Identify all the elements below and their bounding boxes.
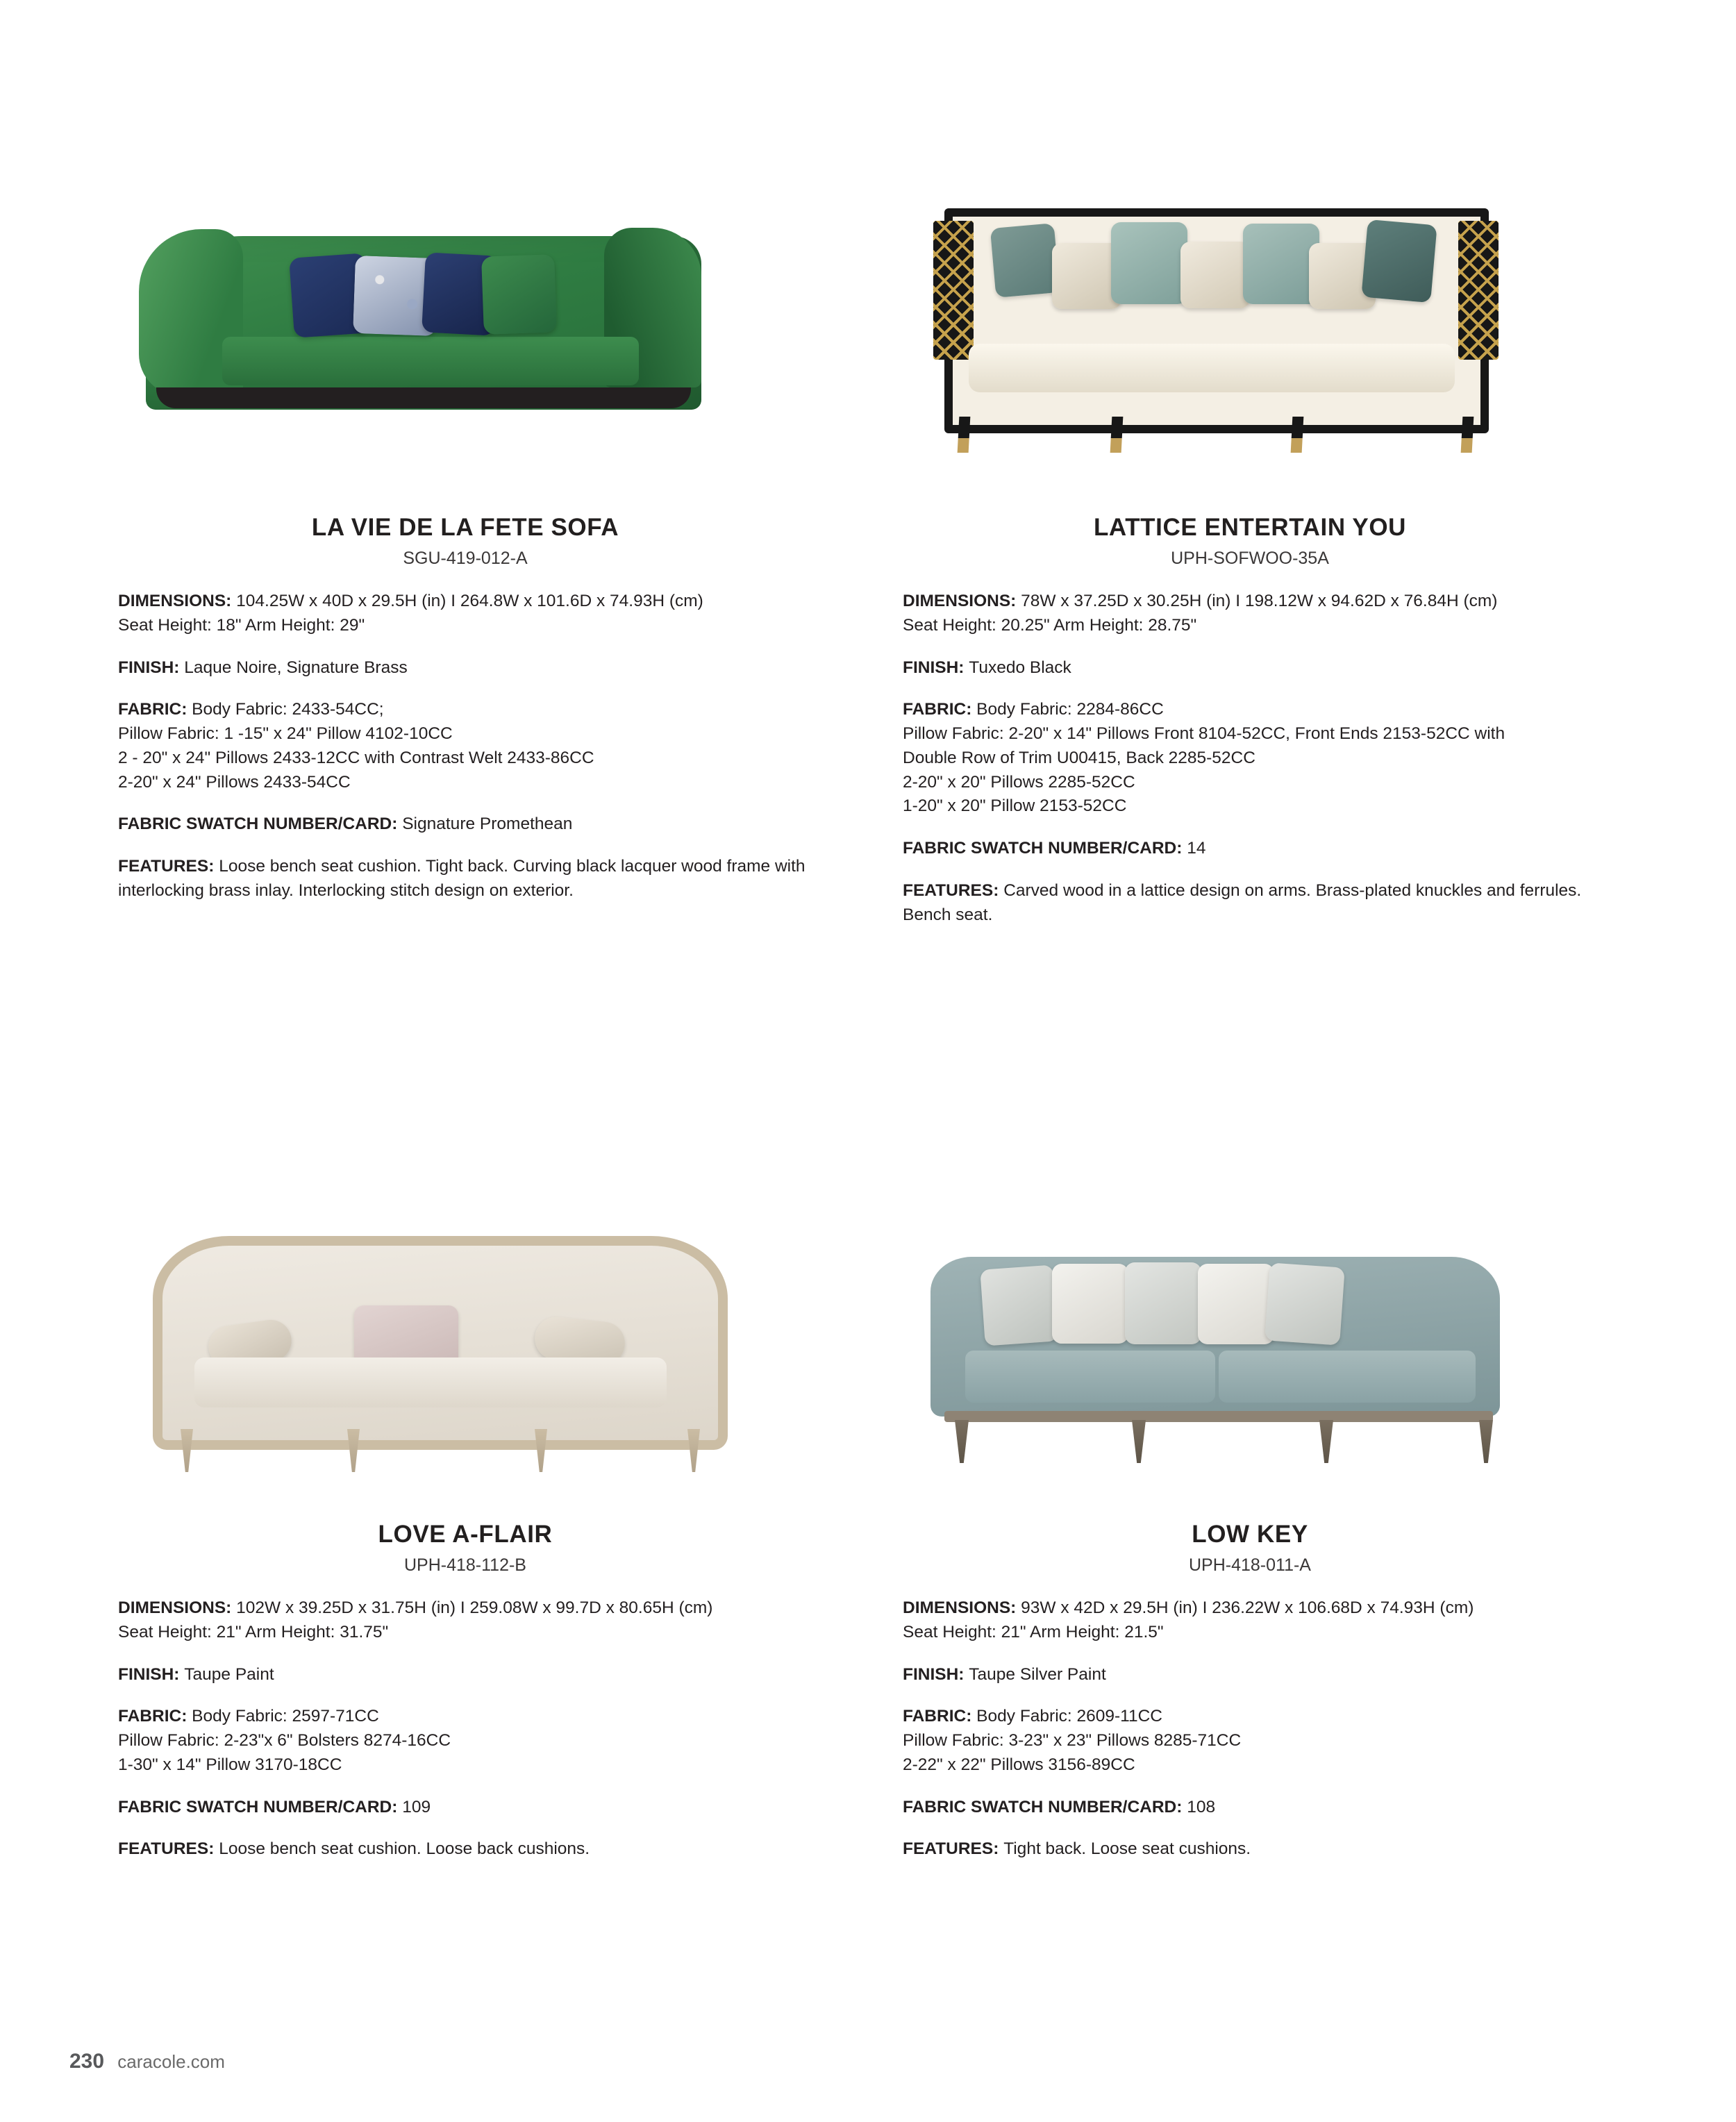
fabric-label: FABRIC:	[903, 700, 977, 719]
fabric-spec	[118, 1705, 812, 1777]
product-image-low-key	[903, 1208, 1597, 1521]
fabric-line: 1-30" x 14" Pillow 3170-18CC	[118, 1755, 342, 1774]
page-title: LOW KEY	[1192, 1521, 1308, 1548]
product-card-love-a-flair	[118, 1208, 812, 1862]
swatch-label: FABRIC SWATCH NUMBER/CARD:	[903, 839, 1187, 858]
page-title: LATTICE ENTERTAIN YOU	[1093, 514, 1407, 541]
seat-arm-height-value: Seat Height: 21" Arm Height: 21.5"	[903, 1622, 1164, 1641]
fabric-line: Body Fabric: 2597-71CC	[192, 1707, 379, 1726]
dimensions-value: 78W x 37.25D x 30.25H (in) I 198.12W x 94.62D x 76.84H (cm)	[1021, 592, 1498, 610]
features-label: FEATURES:	[903, 881, 1004, 901]
swatch-value: 109	[402, 1797, 431, 1816]
features-label: FEATURES:	[903, 1839, 1004, 1859]
fabric-spec	[903, 698, 1597, 819]
product-sku: UPH-418-011-A	[1188, 1555, 1311, 1575]
features-value: Loose bench seat cushion. Tight back. Curving black lacquer wood frame with interlocking brass inlay. Interlocking stitch design on exterior.	[118, 857, 806, 901]
dimensions-value: 104.25W x 40D x 29.5H (in) I 264.8W x 101.6D x 74.93H (cm)	[236, 592, 703, 610]
product-sku: UPH-418-112-B	[403, 1555, 526, 1575]
product-card-low-key	[903, 1208, 1597, 1862]
seat-arm-height-value: Seat Height: 18" Arm Height: 29"	[118, 615, 365, 635]
product-image-lattice-entertain-you	[903, 187, 1597, 514]
fabric-line: Pillow Fabric: 1 -15" x 24" Pillow 4102-10CC	[118, 724, 453, 744]
fabric-line: 2-20" x 20" Pillows 2285-52CC	[903, 772, 1135, 792]
finish-spec	[118, 656, 812, 680]
product-sku: SGU-419-012-A	[403, 549, 528, 568]
finish-label: FINISH:	[903, 1664, 969, 1684]
swatch-spec	[903, 1796, 1597, 1820]
product-image-love-a-flair	[118, 1208, 812, 1521]
dimensions-label: DIMENSIONS:	[118, 592, 237, 610]
fabric-line: Body Fabric: 2284-86CC	[976, 700, 1164, 719]
dimensions-value: 102W x 39.25D x 31.75H (in) I 259.08W x 99.7D x 80.65H (cm)	[236, 1598, 713, 1617]
fabric-label: FABRIC:	[903, 1707, 977, 1726]
fabric-line: 1-20" x 20" Pillow 2153-52CC	[903, 796, 1127, 816]
product-sku: UPH-SOFWOO-35A	[1171, 549, 1329, 568]
finish-value: Laque Noire, Signature Brass	[184, 658, 408, 677]
finish-spec	[903, 656, 1597, 680]
swatch-label: FABRIC SWATCH NUMBER/CARD:	[903, 1797, 1187, 1816]
seat-arm-height-value: Seat Height: 20.25" Arm Height: 28.75"	[903, 615, 1197, 635]
product-card-la-vie-de-la-fete-sofa	[118, 187, 812, 903]
dimensions-label: DIMENSIONS:	[118, 1598, 237, 1617]
fabric-line: 2-20" x 24" Pillows 2433-54CC	[118, 772, 351, 792]
dimensions-spec	[903, 590, 1597, 638]
site-url: caracole.com	[117, 2051, 225, 2072]
fabric-line: Pillow Fabric: 2-23"x 6" Bolsters 8274-16CC	[118, 1731, 451, 1751]
features-value: Loose bench seat cushion. Loose back cushions.	[219, 1839, 590, 1859]
fabric-line: Body Fabric: 2433-54CC;	[192, 700, 384, 719]
fabric-spec	[118, 698, 812, 794]
fabric-line: 2 - 20" x 24" Pillows 2433-12CC with Contrast Welt 2433-86CC	[118, 748, 594, 767]
finish-value: Taupe Silver Paint	[969, 1664, 1106, 1684]
features-value: Tight back. Loose seat cushions.	[1003, 1839, 1251, 1859]
features-spec	[903, 879, 1597, 928]
finish-value: Tuxedo Black	[969, 658, 1071, 677]
love-a-flair-sofa-illustration	[118, 1208, 812, 1521]
features-label: FEATURES:	[118, 857, 219, 876]
lattice-sofa-illustration	[903, 187, 1597, 514]
page-title: LA VIE DE LA FETE SOFA	[311, 514, 619, 541]
dimensions-label: DIMENSIONS:	[903, 592, 1021, 610]
dimensions-spec	[903, 1596, 1597, 1645]
finish-value: Taupe Paint	[184, 1664, 274, 1684]
green-velvet-sofa-illustration	[118, 187, 812, 514]
swatch-value: 14	[1187, 839, 1206, 858]
features-spec	[118, 855, 812, 903]
finish-label: FINISH:	[903, 658, 969, 677]
finish-spec	[118, 1663, 812, 1687]
fabric-line: Pillow Fabric: 2-20" x 14" Pillows Front 8104-52CC, Front Ends 2153-52CC with	[903, 724, 1505, 744]
dimensions-spec	[118, 590, 812, 638]
dimensions-label: DIMENSIONS:	[903, 1598, 1021, 1617]
fabric-line: 2-22" x 22" Pillows 3156-89CC	[903, 1755, 1135, 1774]
fabric-label: FABRIC:	[118, 700, 192, 719]
swatch-value: Signature Promethean	[402, 814, 573, 834]
features-spec	[903, 1837, 1597, 1862]
swatch-label: FABRIC SWATCH NUMBER/CARD:	[118, 1797, 403, 1816]
features-spec	[118, 1837, 812, 1862]
fabric-line: Double Row of Trim U00415, Back 2285-52CC	[903, 748, 1255, 767]
page-footer	[69, 2050, 225, 2073]
swatch-spec	[903, 837, 1597, 861]
swatch-spec	[118, 812, 812, 837]
page-number: 230	[69, 2050, 105, 2073]
finish-spec	[903, 1663, 1597, 1687]
seat-arm-height-value: Seat Height: 21" Arm Height: 31.75"	[118, 1622, 389, 1641]
swatch-value: 108	[1187, 1797, 1216, 1816]
fabric-label: FABRIC:	[118, 1707, 192, 1726]
swatch-spec	[118, 1796, 812, 1820]
fabric-line: Pillow Fabric: 3-23" x 23" Pillows 8285-71CC	[903, 1731, 1242, 1751]
finish-label: FINISH:	[118, 658, 185, 677]
low-key-sofa-illustration	[903, 1208, 1597, 1521]
features-label: FEATURES:	[118, 1839, 219, 1859]
fabric-line: Body Fabric: 2609-11CC	[976, 1707, 1162, 1726]
product-card-lattice-entertain-you	[903, 187, 1597, 928]
dimensions-value: 93W x 42D x 29.5H (in) I 236.22W x 106.68D x 74.93H (cm)	[1021, 1598, 1474, 1617]
fabric-spec	[903, 1705, 1597, 1777]
page-title: LOVE A-FLAIR	[378, 1521, 553, 1548]
features-value: Carved wood in a lattice design on arms. Brass-plated knuckles and ferrules. Bench seat.	[903, 881, 1582, 924]
swatch-label: FABRIC SWATCH NUMBER/CARD:	[118, 814, 403, 834]
product-image-la-vie-de-la-fete-sofa	[118, 187, 812, 514]
finish-label: FINISH:	[118, 1664, 185, 1684]
dimensions-spec	[118, 1596, 812, 1645]
